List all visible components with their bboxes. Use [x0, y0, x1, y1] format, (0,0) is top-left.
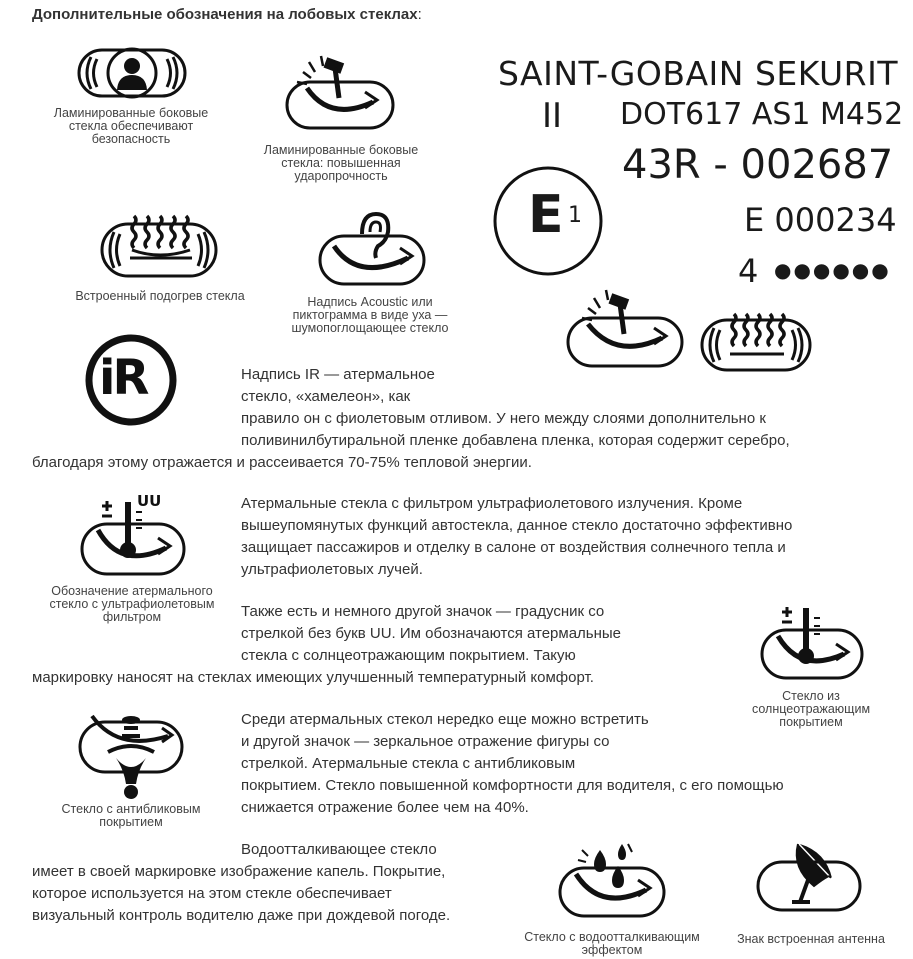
antenna-icon: [756, 842, 864, 914]
heating-icon: [100, 214, 218, 280]
caption-sun-reflect: Стекло из солнцеотражающим покрытием: [751, 689, 871, 729]
impact-hammer-icon-2: [566, 286, 686, 370]
uv-thermometer-icon: [80, 492, 186, 578]
paragraph-mirror: Среди атермальных стекол нередко еще можно встретить и другой значок — зеркальное отражение фигуры со стрелкой. Атермальные стекла с антибликовым покрытием. Стекло повышенной комфортности для водителя, с его помощью снижается отражение более чем на 40%.: [241, 711, 784, 816]
paragraph-ir: Надпись IR — атермальное стекло, «хамелеон», как правило он с фиолетовым отливом. У него между слоями дополнительно к поливинилбутиральной пленке добавлена пленка, которая содержит серебро, благодаря этому отражается и рассеивается 70-75% тепловой энергии.: [32, 366, 790, 471]
marking-brand: SAINT-GOBAIN SEKURIT: [498, 54, 898, 93]
marking-roman: II: [542, 96, 563, 136]
caption-uv: Обозначение атермального стекло с ультрафиолетовым фильтром: [49, 584, 215, 624]
paragraph-uv: Атермальные стекла с фильтром ультрафиолетового излучения. Кроме вышеупомянутых функций автостекла, данное стекло достаточно эффективно защищает пассажиров и отделку в салоне от воздействия солнечного тепла и ультрафиолетовых лучей.: [241, 495, 793, 578]
caption-antenna: Знак встроенная антенна: [737, 932, 885, 946]
marking-e-code: E 000234: [744, 201, 897, 239]
caption-laminated-safety: Ламинированные боковые стекла обеспечивают безопасность: [53, 106, 209, 146]
water-drops-icon: [558, 838, 666, 920]
caption-acoustic: Надпись Acoustic или пиктограмма в виде уха — шумопоглощающее стекло: [291, 295, 449, 335]
uv-icon-text: UU: [137, 492, 162, 510]
sun-reflect-thermometer-icon: [760, 602, 864, 682]
acoustic-ear-icon: [318, 212, 428, 288]
marking-dot: DOT617 AS1 M452: [620, 97, 904, 132]
marking-approval: 43R - 002687: [622, 142, 894, 188]
ir-icon-text: iR: [99, 350, 147, 406]
caption-water: Стекло с водоотталкивающим эффектом: [524, 930, 700, 957]
caption-laminated-impact: Ламинированные боковые стекла: повышенная ударопрочность: [263, 143, 419, 183]
e-mark-letter: E: [528, 185, 564, 245]
paragraph-thermo: Также есть и немного другой значок — градусник со стрелкой без букв UU. Им обозначаются атермальные стекла с солнцеотражающим покрытием. Такую маркировку наносят на стеклах имеющих улучшенный температурный комфорт.: [32, 603, 622, 686]
caption-antiglare: Стекло с антибликовым покрытием: [61, 802, 201, 829]
impact-hammer-icon: [285, 52, 397, 134]
laminated-safety-icon: [77, 45, 187, 101]
marking-dots: ●●●●●●: [774, 258, 891, 282]
page-heading: Дополнительные обозначения на лобовых стеклах:: [32, 6, 422, 23]
e-mark-number: 1: [568, 203, 582, 228]
paragraph-water: Водоотталкивающее стекло имеет в своей маркировке изображение капель. Покрытие, которое используется на этом стекле обеспечивает визуальный контроль водителю даже при дождевой погоде.: [32, 841, 451, 924]
caption-heating: Встроенный подогрев стекла: [75, 289, 245, 303]
antiglare-mirror-icon: [78, 710, 184, 800]
marking-year-digit: 4: [738, 252, 759, 290]
